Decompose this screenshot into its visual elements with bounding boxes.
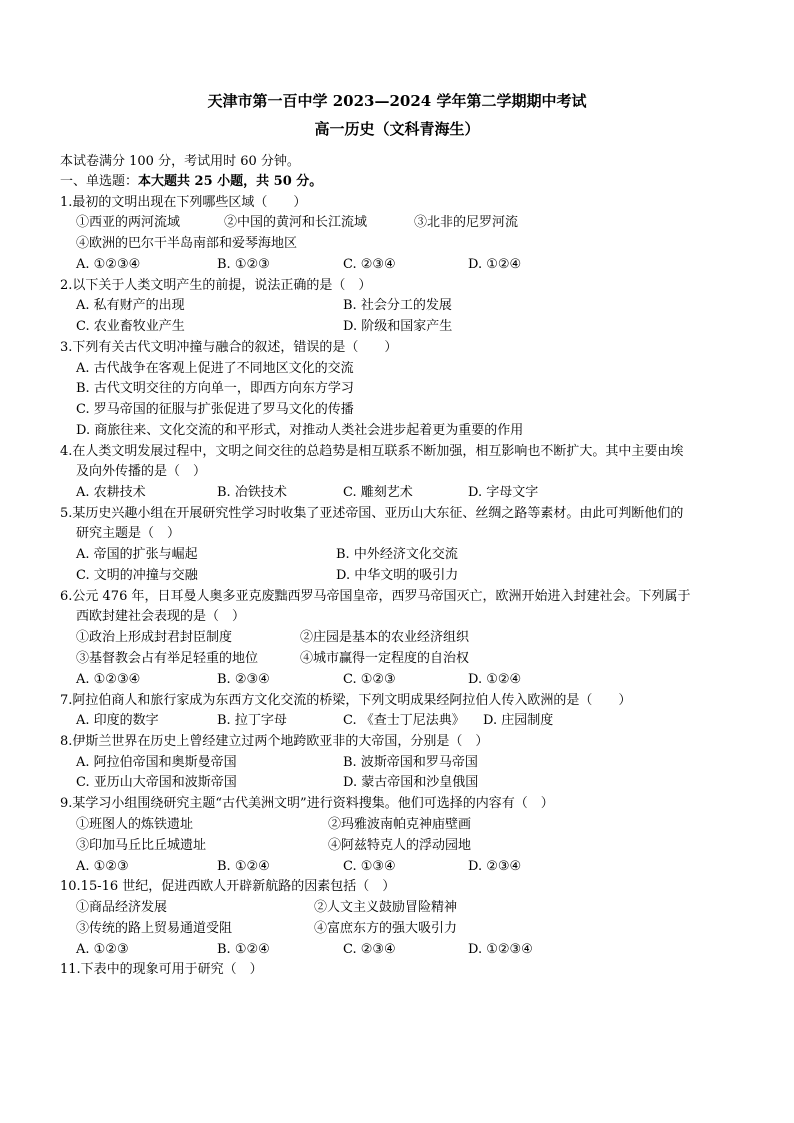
question-1-option-c[interactable]: C. ②③④ bbox=[343, 257, 396, 272]
question-6-item: ③基督教会占有举足轻重的地位 bbox=[76, 651, 259, 666]
exam-info: 本试卷满分 100 分，考试用时 60 分钟。 bbox=[60, 154, 300, 169]
question-8-option-d[interactable]: D. 蒙古帝国和沙皇俄国 bbox=[343, 775, 479, 790]
question-2-option-b[interactable]: B. 社会分工的发展 bbox=[343, 298, 452, 313]
question-8-option-a[interactable]: A. 阿拉伯帝国和奥斯曼帝国 bbox=[76, 755, 237, 770]
question-1-option-a[interactable]: A. ①②③④ bbox=[76, 257, 141, 272]
question-3-option-c[interactable]: C. 罗马帝国的征服与扩张促进了罗马文化的传播 bbox=[76, 402, 354, 417]
question-7-option-a[interactable]: A. 印度的数字 bbox=[76, 713, 159, 728]
question-6-option-a[interactable]: A. ①②③④ bbox=[76, 672, 141, 687]
question-4-stem-cont: 及向外传播的是（ ） bbox=[76, 464, 207, 479]
question-1-stem: 1.最初的文明出现在下列哪些区域（ ） bbox=[60, 195, 307, 210]
question-6-option-b[interactable]: B. ②③④ bbox=[217, 672, 270, 687]
question-6-stem-cont: 西欧封建社会表现的是（ ） bbox=[76, 609, 246, 624]
section-info: 本大题共 25 小题，共 50 分。 bbox=[138, 174, 323, 189]
question-1-option-b[interactable]: B. ①②③ bbox=[217, 257, 270, 272]
question-10-option-a[interactable]: A. ①②③ bbox=[76, 942, 129, 957]
question-5-stem: 5.某历史兴趣小组在开展研究性学习时收集了亚述帝国、亚历山大东征、丝绸之路等素材。由此可判断他们的 bbox=[60, 506, 684, 521]
question-4-option-d[interactable]: D. 字母文字 bbox=[468, 485, 539, 500]
section-heading bbox=[60, 172, 322, 191]
question-8-option-c[interactable]: C. 亚历山大帝国和波斯帝国 bbox=[76, 775, 237, 790]
question-10-stem: 10.15-16 世纪，促进西欧人开辟新航路的因素包括（ ） bbox=[60, 879, 396, 894]
question-4-stem: 4.在人类文明发展过程中，文明之间交往的总趋势是相互联系不断加强，相互影响也不断扩大。其中主要由埃 bbox=[60, 444, 684, 459]
question-2-stem: 2.以下关于人类文明产生的前提，说法正确的是（ ） bbox=[60, 278, 372, 293]
question-4-option-a[interactable]: A. 农耕技术 bbox=[76, 485, 146, 500]
question-6-item: ①政治上形成封君封臣制度 bbox=[76, 630, 233, 645]
section-prefix: 一、单选题： bbox=[60, 174, 139, 189]
question-10-item: ②人文主义鼓励冒险精神 bbox=[314, 900, 458, 915]
question-10-option-c[interactable]: C. ②③④ bbox=[343, 942, 396, 957]
question-3-option-b[interactable]: B. 古代文明交往的方向单一，即西方向东方学习 bbox=[76, 381, 354, 396]
question-8-stem: 8.伊斯兰世界在历史上曾经建立过两个地跨欧亚非的大帝国，分别是（ ） bbox=[60, 734, 489, 749]
question-10-option-d[interactable]: D. ①②③④ bbox=[468, 942, 533, 957]
question-1-item: ①西亚的两河流域 bbox=[76, 215, 181, 230]
question-7-stem: 7.阿拉伯商人和旅行家成为东西方文化交流的桥梁，下列文明成果经阿拉伯人传入欧洲的是（ ） bbox=[60, 693, 632, 708]
question-5-stem-cont: 研究主题是（ ） bbox=[76, 526, 181, 541]
question-3-option-d[interactable]: D. 商旅往来、文化交流的和平形式，对推动人类社会进步起着更为重要的作用 bbox=[76, 423, 524, 438]
question-4-option-c[interactable]: C. 雕刻艺术 bbox=[343, 485, 413, 500]
question-9-option-a[interactable]: A. ①②③ bbox=[76, 859, 129, 874]
question-10-item: ④富庶东方的强大吸引力 bbox=[314, 921, 458, 936]
question-9-option-d[interactable]: D. ②③④ bbox=[468, 859, 522, 874]
question-9-item: ①班图人的炼铁遗址 bbox=[76, 817, 194, 832]
question-6-stem: 6.公元 476 年，日耳曼人奥多亚克废黜西罗马帝国皇帝，西罗马帝国灭亡，欧洲开始进入封建社会。下列属于 bbox=[60, 589, 691, 604]
question-9-option-c[interactable]: C. ①③④ bbox=[343, 859, 396, 874]
question-6-option-c[interactable]: C. ①②③ bbox=[343, 672, 396, 687]
question-7-option-b[interactable]: B. 拉丁字母 bbox=[217, 713, 287, 728]
question-5-option-b[interactable]: B. 中外经济文化交流 bbox=[336, 547, 458, 562]
question-2-option-c[interactable]: C. 农业畜牧业产生 bbox=[76, 319, 185, 334]
question-5-option-d[interactable]: D. 中华文明的吸引力 bbox=[336, 568, 459, 583]
exam-subtitle: 高一历史（文科青海生） bbox=[314, 120, 480, 138]
question-1-item: ③北非的尼罗河流 bbox=[414, 215, 519, 230]
exam-title: 天津市第一百中学 2023—2024 学年第二学期期中考试 bbox=[207, 92, 587, 110]
question-9-item: ②玛雅波南帕克神庙壁画 bbox=[328, 817, 472, 832]
question-3-option-a[interactable]: A. 古代战争在客观上促进了不同地区文化的交流 bbox=[76, 361, 354, 376]
question-8-option-b[interactable]: B. 波斯帝国和罗马帝国 bbox=[343, 755, 478, 770]
question-5-option-c[interactable]: C. 文明的冲撞与交融 bbox=[76, 568, 198, 583]
question-9-item: ④阿兹特克人的浮动园地 bbox=[328, 838, 472, 853]
question-6-item: ④城市赢得一定程度的自治权 bbox=[300, 651, 470, 666]
question-1-item: ②中国的黄河和长江流域 bbox=[224, 215, 368, 230]
question-10-item: ①商品经济发展 bbox=[76, 900, 168, 915]
question-10-item: ③传统的路上贸易通道受阻 bbox=[76, 921, 233, 936]
question-1-item: ④欧洲的巴尔干半岛南部和爱琴海地区 bbox=[76, 236, 298, 251]
question-9-stem: 9.某学习小组围绕研究主题“古代美洲文明”进行资料搜集。他们可选择的内容有（ ） bbox=[60, 796, 554, 811]
question-2-option-a[interactable]: A. 私有财产的出现 bbox=[76, 298, 185, 313]
question-6-item: ②庄园是基本的农业经济组织 bbox=[300, 630, 470, 645]
question-1-option-d[interactable]: D. ①②④ bbox=[468, 257, 522, 272]
question-5-option-a[interactable]: A. 帝国的扩张与崛起 bbox=[76, 547, 198, 562]
question-11-stem: 11.下表中的现象可用于研究（ ） bbox=[60, 962, 263, 977]
question-6-option-d[interactable]: D. ①②④ bbox=[468, 672, 522, 687]
question-10-option-b[interactable]: B. ①②④ bbox=[217, 942, 270, 957]
question-7-option-d[interactable]: D. 庄园制度 bbox=[483, 713, 554, 728]
question-3-stem: 3.下列有关古代文明冲撞与融合的叙述，错误的是（ ） bbox=[60, 340, 398, 355]
question-9-option-b[interactable]: B. ①②④ bbox=[217, 859, 270, 874]
question-2-option-d[interactable]: D. 阶级和国家产生 bbox=[343, 319, 453, 334]
question-4-option-b[interactable]: B. 冶铁技术 bbox=[217, 485, 287, 500]
question-7-option-c[interactable]: C. 《查士丁尼法典》 bbox=[343, 713, 465, 728]
question-9-item: ③印加马丘比丘城遗址 bbox=[76, 838, 207, 853]
